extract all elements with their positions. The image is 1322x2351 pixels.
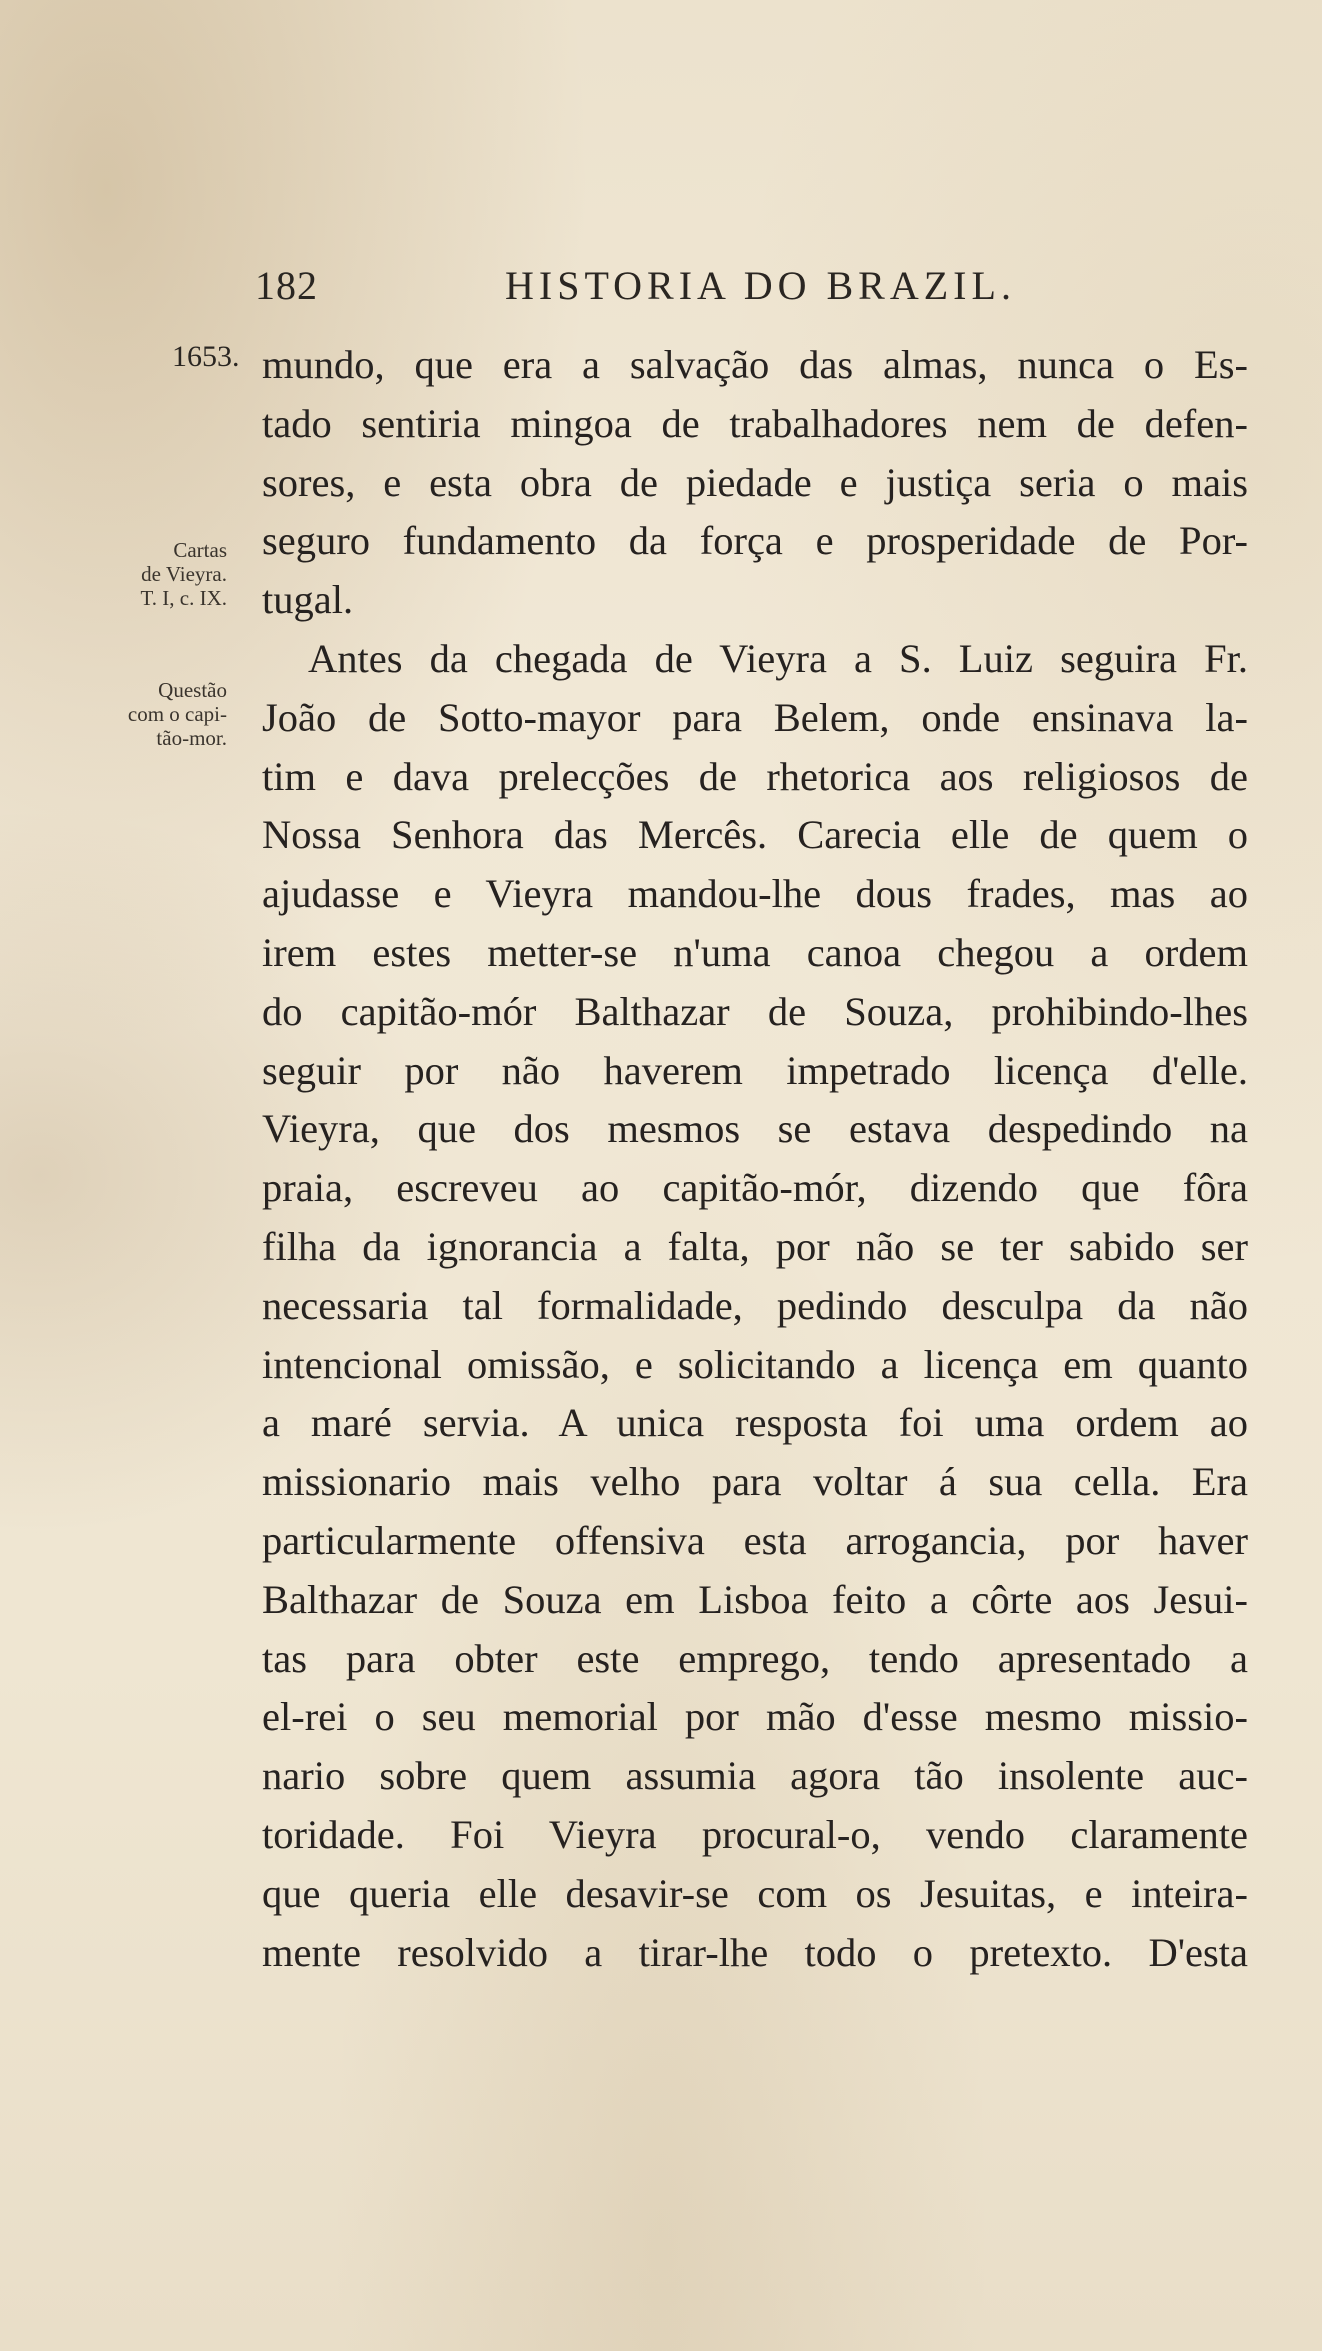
margin-note-line: Questão (158, 678, 227, 702)
text-line: que queria elle desavir-se com os Jesuitas, e inteira- (262, 1870, 1248, 1916)
body-text (262, 336, 1248, 1982)
text-line: João de Sotto-mayor para Belem, onde ensinava la- (262, 694, 1248, 740)
text-line: ajudasse e Vieyra mandou-lhe dous frades, mas ao (262, 871, 1248, 917)
text-line: mente resolvido a tirar-lhe todo o pretexto. D'esta (262, 1929, 1248, 1975)
text-line: Vieyra, que dos mesmos se estava despedindo na (262, 1106, 1248, 1152)
running-title: HISTORIA DO BRAZIL. (505, 263, 1016, 308)
text-line: tas para obter este emprego, tendo apresentado a (262, 1635, 1248, 1681)
margin-note-sources (141, 538, 228, 610)
text-line: do capitão-mór Balthazar de Souza, prohibindo-lhes (262, 988, 1248, 1034)
text-line: mundo, que era a salvação das almas, nunca o Es- (262, 342, 1248, 387)
text-line: irem estes metter-se n'uma canoa chegou a ordem (262, 929, 1248, 975)
page-number: 182 (255, 263, 318, 308)
text-line: missionario mais velho para voltar á sua cella. Era (262, 1459, 1248, 1505)
text-line: tim e dava prelecções de rhetorica aos religiosos de (262, 753, 1248, 799)
text-line: nario sobre quem assumia agora tão insolente auc- (262, 1753, 1248, 1799)
margin-note-topic (128, 678, 227, 750)
text-line: Nossa Senhora das Mercês. Carecia elle de quem o (262, 812, 1248, 858)
text-line: seguir por não haverem impetrado licença d'elle. (262, 1047, 1248, 1093)
text-line: praia, escreveu ao capitão-mór, dizendo que fôra (262, 1165, 1248, 1211)
text-line: particularmente offensiva esta arrogancia, por haver (262, 1517, 1248, 1563)
text-line: tado sentiria mingoa de trabalhadores nem de defen- (262, 400, 1248, 446)
margin-note-line: T. I, c. IX. (140, 586, 227, 610)
text-line: Antes da chegada de Vieyra a S. Luiz seguira Fr. (308, 635, 1248, 681)
margin-note-line: de Vieyra. (141, 562, 227, 586)
text-line: tugal. (262, 577, 354, 623)
margin-note-line: Cartas (173, 538, 227, 562)
text-line: seguro fundamento da força e prosperidade de Por- (262, 518, 1248, 564)
text-line: el-rei o seu memorial por mão d'esse mesmo missio- (262, 1694, 1248, 1740)
text-line: intencional omissão, e solicitando a licença em quanto (262, 1341, 1248, 1387)
text-line: a maré servia. A unica resposta foi uma ordem ao (262, 1400, 1248, 1446)
text-line: sores, e esta obra de piedade e justiça seria o mais (262, 459, 1248, 505)
margin-note-line: tão-mor. (156, 726, 227, 750)
text-line: necessaria tal formalidade, pedindo desculpa da não (262, 1282, 1248, 1328)
margin-year: 1653. (172, 340, 240, 373)
page-header (255, 262, 1265, 322)
text-line: filha da ignorancia a falta, por não se ter sabido ser (262, 1223, 1248, 1269)
text-line: Balthazar de Souza em Lisboa feito a côrte aos Jesui- (262, 1576, 1248, 1622)
text-line: toridade. Foi Vieyra procural-o, vendo claramente (262, 1811, 1248, 1857)
margin-note-line: com o capi- (127, 702, 227, 726)
